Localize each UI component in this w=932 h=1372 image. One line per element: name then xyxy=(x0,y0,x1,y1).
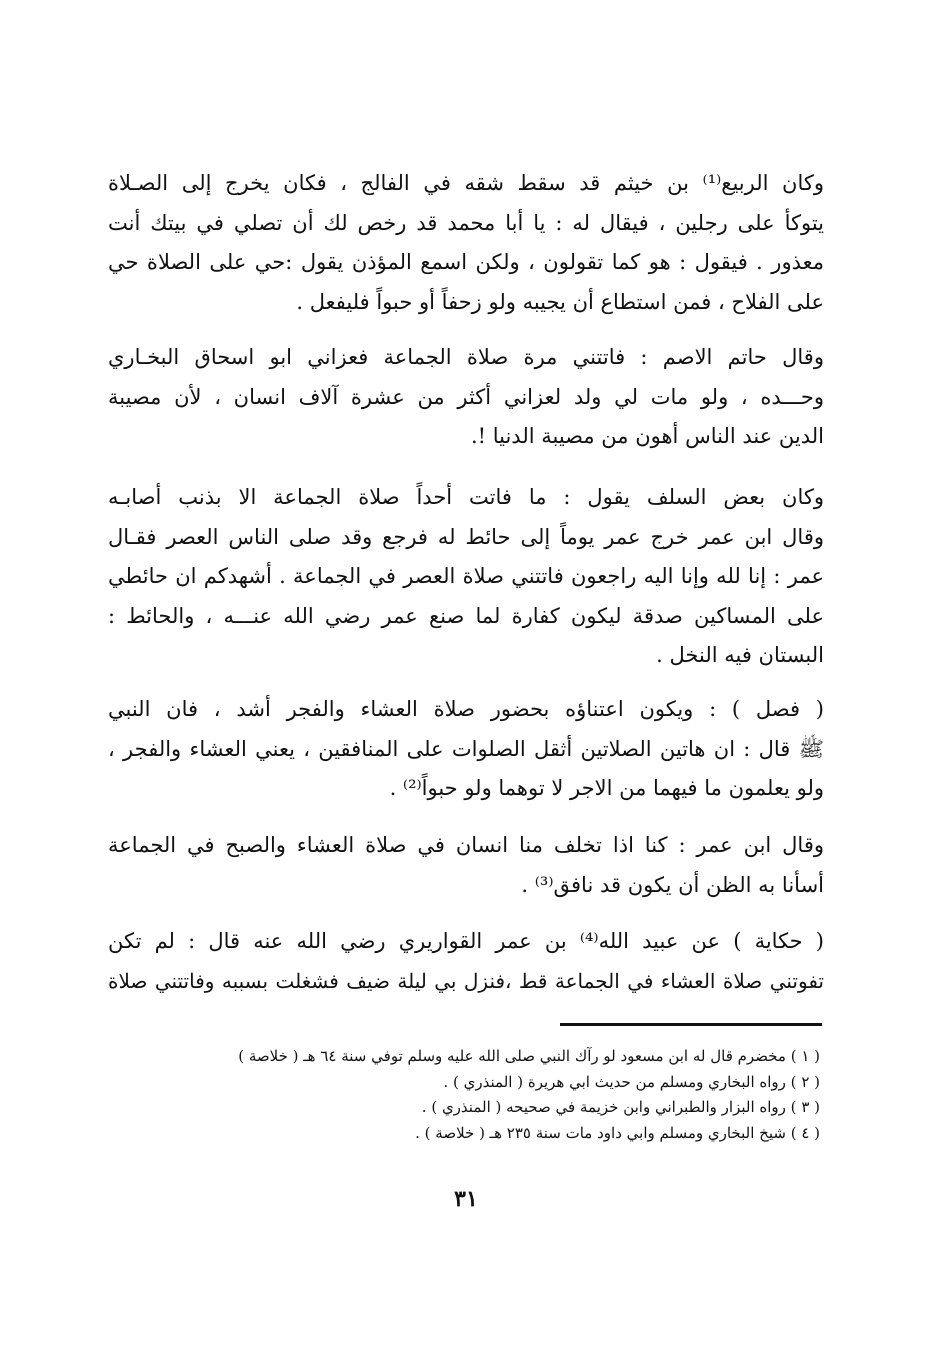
text-line: وكان بعض السلف يقول : ما فاتت أحداً صلاة الجماعة الا بذنب أصابـه xyxy=(108,485,824,509)
paragraph-hatim xyxy=(108,338,824,457)
text-line: وقال حاتم الاصم : فاتتني مرة صلاة الجماعة فعزاني ابو اسحاق البخـاري xyxy=(108,345,824,369)
text-line: ( حكاية ) عن عبيد الله⁽⁴⁾ بن عمر القواريري رضي الله عنه قال : لم تكن xyxy=(108,929,824,953)
text-line: ( فصل ) : ويكون اعتناؤه بحضور صلاة العشاء والفجر أشد ، فان النبي xyxy=(108,697,824,721)
text-line: معذور . فيقول : هو كما تقولون ، ولكن اسمع المؤذن يقول :حي على الصلاة حي xyxy=(108,250,824,274)
text-line: الدين عند الناس أهون من مصيبة الدنيا !. xyxy=(470,424,824,448)
text-line: وقال ابن عمر خرج عمر يوماً إلى حائط له فرجع وقد صلى الناس العصر فقـال xyxy=(108,524,824,549)
text-line: ﷺ قال : ان هاتين الصلاتين أثقل الصلوات على المنافقين ، يعني العشاء والفجر ، xyxy=(108,736,824,761)
text-line: وكان الربيع⁽¹⁾ بن خيثم قد سقط شقه في الفالج ، فكان يخرج إلى الصـلاة xyxy=(108,171,824,195)
text-line: وحـــده ، ولو مات لي ولد لعزاني أكثر من عشرة آلاف انسان ، لأن مصيبة xyxy=(108,384,824,409)
text-line: يتوكأ على رجلين ، فيقال له : يا أبا محمد قد رخص لك أن تصلي في بيتك أنت xyxy=(108,210,824,235)
page-number: ٣١ xyxy=(454,1186,478,1212)
footnote-divider xyxy=(560,1023,822,1026)
paragraph-fasl xyxy=(108,690,824,809)
paragraph-rabi xyxy=(108,164,824,322)
footnote-2: ( ٢ ) رواه البخاري ومسلم من حديث ابي هريرة ( المنذري ) . xyxy=(443,1072,820,1091)
paragraph-hikaya xyxy=(108,922,824,1001)
text-line: على المساكين صدقة ليكون كفارة لما صنع عمر رضي الله عنـــه ، والحائط : xyxy=(108,603,824,628)
paragraph-ibn-umar xyxy=(108,826,824,905)
footnote-3: ( ٣ ) رواه البزار والطبراني وابن خزيمة في صحيحه ( المنذري ) . xyxy=(421,1098,820,1116)
text-line: أسأنا به الظن أن يكون قد نافق⁽³⁾ . xyxy=(521,872,824,897)
text-line: وقال ابن عمر : كنا اذا تخلف منا انسان في صلاة العشاء والصبح في الجماعة xyxy=(108,833,824,857)
footnotes xyxy=(130,1044,820,1146)
text-line: ولو يعلمون ما فيهما من الاجر لا توهما ولو حبواً⁽²⁾ . xyxy=(389,776,824,800)
footnote-1: ( ١ ) مخضرم قال له ابن مسعود لو رآك النبي صلى الله عليه وسلم توفي سنة ٦٤ هـ ( خلاصة ) xyxy=(238,1047,820,1065)
text-line: على الفلاح ، فمن استطاع أن يجيبه ولو زحفاً أو حبواً فليفعل . xyxy=(296,289,824,314)
text-line: البستان فيه النخل . xyxy=(656,643,824,667)
footnote-4: ( ٤ ) شيخ البخاري ومسلم وابي داود مات سنة ٢٣٥ هـ ( خلاصة ) . xyxy=(415,1123,820,1142)
text-line: تفوتني صلاة العشاء في الجماعة قط ،فنزل بي ليلة ضيف فشغلت بسببه وفاتتني صلاة xyxy=(108,968,824,993)
paragraph-salaf xyxy=(108,478,824,676)
text-line: عمر : إنا لله وإنا اليه راجعون فاتتني صلاة العصر في الجماعة . أشهدكم ان حائطي xyxy=(108,564,824,588)
